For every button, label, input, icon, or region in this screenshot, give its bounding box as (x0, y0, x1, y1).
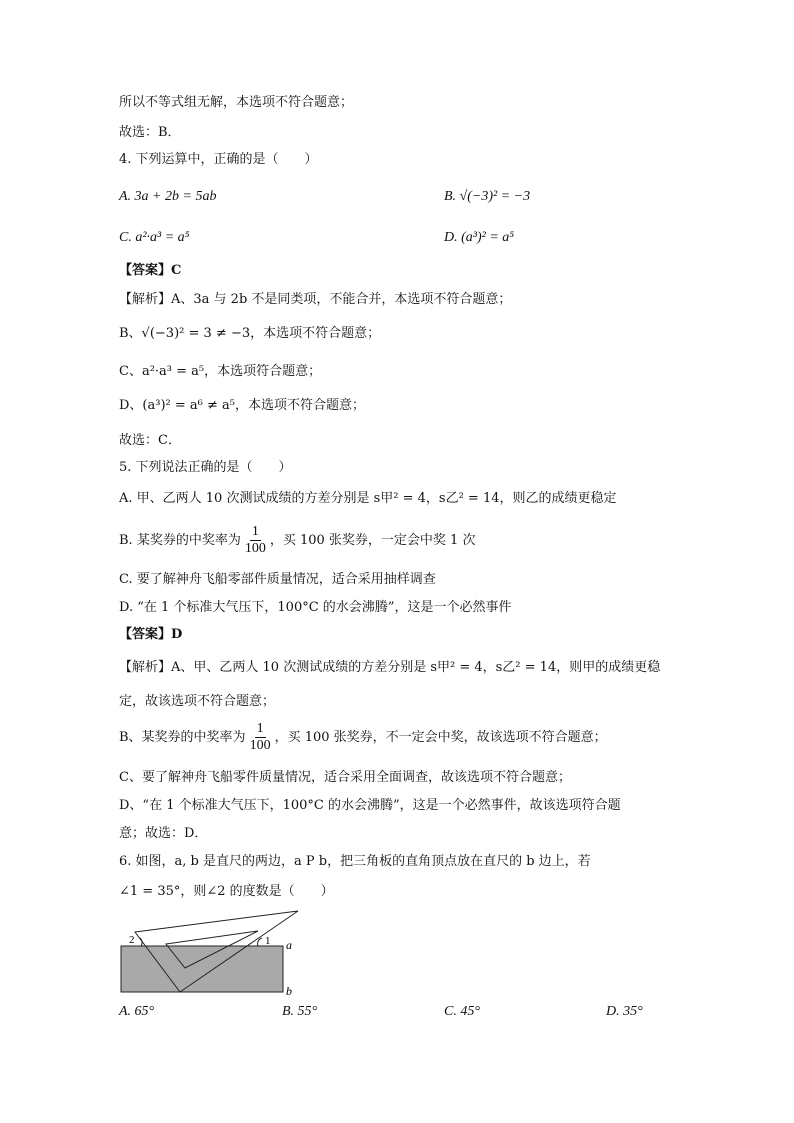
q6-option-d: D. 35° (606, 1004, 643, 1019)
explanation-5b (119, 721, 607, 754)
label-b: b (286, 984, 292, 996)
q4-option-b: B. √(−3)² = −3 (444, 189, 531, 204)
fraction-numerator: 1 (251, 524, 259, 539)
fraction-denominator: 100 (249, 738, 271, 753)
label-2: 2 (129, 934, 135, 946)
question-6-line2: ∠1 = 35°，则∠2 的度数是（ ） (119, 884, 334, 899)
ruler-triangle-figure (118, 906, 308, 1000)
answer-5: 【答案】D (119, 627, 183, 642)
fraction (243, 524, 268, 557)
explanation-5c: C、要了解神舟飞船零件质量情况，适合采用全面调查，故该选项不符合题意； (119, 770, 571, 785)
q4-option-a: A. 3a + 2b = 5ab (119, 189, 217, 204)
q5-option-d: D. “在 1 个标准大气压下，100°C 的水会沸腾”，这是一个必然事件 (119, 600, 512, 615)
explanation-4a: 【解析】A、3a 与 2b 不是同类项，不能合并，本选项不符合题意； (119, 292, 512, 307)
label-a: a (286, 938, 292, 952)
explanation-5d-2: 意；故选：D． (119, 826, 208, 841)
fraction-numerator: 1 (256, 721, 264, 736)
ruler (121, 946, 283, 992)
explanation-5a-1: 【解析】A、甲、乙两人 10 次测试成绩的方差分别是 s甲² = 4，s乙² = 14，则甲的成绩更稳 (119, 660, 661, 675)
label-1: 1 (265, 935, 271, 947)
answer-select-line: 故选：B． (119, 125, 181, 140)
q5b-text-pre: B. 某奖券的中奖率为 (119, 533, 241, 548)
question-4: 4. 下列运算中，正确的是（ ） (119, 152, 318, 167)
q6-option-a: A. 65° (119, 1004, 155, 1019)
explanation-4d: D、(a³)² = a⁶ ≠ a⁵，本选项不符合题意； (119, 398, 365, 413)
q6-option-b: B. 55° (282, 1004, 318, 1019)
explanation-5d-1: D、“在 1 个标准大气压下，100°C 的水会沸腾”，这是一个必然事件，故该选项符合题 (119, 798, 621, 813)
q4-option-c: C. a²·a³ = a⁵ (119, 230, 190, 245)
q5-option-c: C. 要了解神舟飞船零部件质量情况，适合采用抽样调查 (119, 572, 436, 587)
question-5: 5. 下列说法正确的是（ ） (119, 460, 292, 475)
q5b-text-post: ，买 100 张奖券，一定会中奖 1 次 (269, 533, 476, 548)
angle-1-arc (258, 938, 262, 946)
exp5b-text-post: ，买 100 张奖券，不一定会中奖，故该选项不符合题意； (274, 730, 607, 745)
explanation-4b: B、√(−3)² = 3 ≠ −3，本选项不符合题意； (119, 326, 381, 341)
q6-option-c: C. 45° (444, 1004, 480, 1019)
fraction-denominator: 100 (244, 541, 266, 556)
solution-line: 所以不等式组无解，本选项不符合题意； (119, 95, 354, 110)
q5-option-a: A. 甲、乙两人 10 次测试成绩的方差分别是 s甲² = 4，s乙² = 14，则乙的成绩更稳定 (119, 491, 617, 506)
answer-4: 【答案】C (119, 263, 182, 278)
figure-svg (118, 906, 308, 996)
question-6-line1: 6. 如图，a, b 是直尺的两边，a P b，把三角板的直角顶点放在直尺的 b 边上，若 (119, 854, 591, 869)
explanation-5a-2: 定，故该选项不符合题意； (119, 694, 276, 709)
explanation-4c: C、a²·a³ = a⁵，本选项符合题意； (119, 364, 322, 379)
select-4: 故选：C． (119, 433, 181, 448)
fraction (248, 721, 273, 754)
q5-option-b (119, 524, 475, 557)
exp5b-text-pre: B、某奖券的中奖率为 (119, 730, 246, 745)
q4-option-d: D. (a³)² = a⁵ (444, 230, 515, 245)
